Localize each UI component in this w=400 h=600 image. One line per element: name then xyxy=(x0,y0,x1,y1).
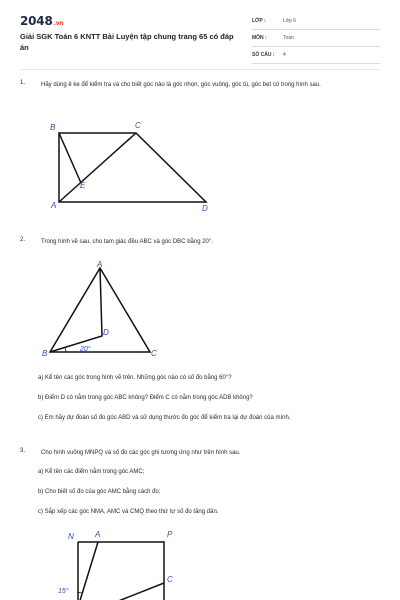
meta-row-grade xyxy=(252,15,380,30)
label-B: B xyxy=(42,349,48,358)
meta-row-count xyxy=(252,49,380,64)
question-part: a) Kể tên các góc trong hình vẽ trên. Những góc nào có số đo bằng 60°? xyxy=(38,375,232,381)
meta-value: Lớp 6 xyxy=(283,18,297,24)
label-C: C xyxy=(167,575,173,584)
question-number: 2. xyxy=(20,237,26,243)
label-C: C xyxy=(135,121,141,130)
question-part: a) Kể tên các điểm nằm trong góc AMC; xyxy=(38,469,145,475)
meta-row-subject xyxy=(252,32,380,47)
meta-value: Toán xyxy=(283,35,294,41)
label-A: A xyxy=(51,201,57,210)
logo-text: 2048 xyxy=(20,14,53,28)
label-N: N xyxy=(68,532,74,541)
angle-label: 15° xyxy=(58,588,69,595)
question-number: 3. xyxy=(20,448,26,454)
meta-table xyxy=(252,15,380,66)
angle-label: 20° xyxy=(80,346,91,353)
figure-triangle xyxy=(40,258,170,362)
question-number: 1. xyxy=(20,80,26,86)
label-D: D xyxy=(202,204,208,213)
figure-square xyxy=(52,527,192,600)
figure-quadrilateral xyxy=(44,118,224,218)
label-D: D xyxy=(103,328,109,337)
label-C: C xyxy=(151,349,157,358)
question-text: Trong hình vẽ sau, cho tam giác đều ABC và góc DBC bằng 20°. xyxy=(41,239,213,245)
label-B: B xyxy=(50,123,56,132)
meta-key: LỚP : xyxy=(252,18,266,24)
question-part: c) Sắp xếp các góc NMA, AMC và CMQ theo thứ tự số đo tăng dần. xyxy=(38,509,219,515)
label-A: A xyxy=(95,530,101,539)
page-header xyxy=(0,0,400,70)
meta-key: MÔN : xyxy=(252,35,267,41)
question-text: Hãy dùng ê ke để kiểm tra và cho biết góc nào là góc nhọn, góc vuông, góc tù, góc bẹt có trong hình sau. xyxy=(41,82,321,88)
label-A: A xyxy=(97,260,103,269)
question-part: c) Em hãy dự đoán số đo góc ABD và sử dụng thước đo góc để kiểm tra lại dự đoán của mình. xyxy=(38,415,291,421)
document-title: Giải SGK Toán 6 KNTT Bài Luyện tập chung trang 65 có đáp án xyxy=(20,32,234,52)
logo-suffix: .vn xyxy=(53,20,64,27)
meta-key: SỐ CÂU : xyxy=(252,52,275,58)
meta-value: 4 xyxy=(283,52,286,58)
question-part: b) Cho biết số đo của góc AMC bằng cách đo; xyxy=(38,489,161,495)
site-logo[interactable] xyxy=(20,14,63,28)
label-E: E xyxy=(80,181,86,190)
question-part: b) Điểm D có nằm trong góc ABC không? Điểm C có nằm trong góc ADB không? xyxy=(38,395,253,401)
question-text: Cho hình vuông MNPQ và số đo các góc ghi tương ứng như trên hình sau. xyxy=(41,450,241,456)
header-divider xyxy=(20,69,380,70)
label-P: P xyxy=(167,530,173,539)
